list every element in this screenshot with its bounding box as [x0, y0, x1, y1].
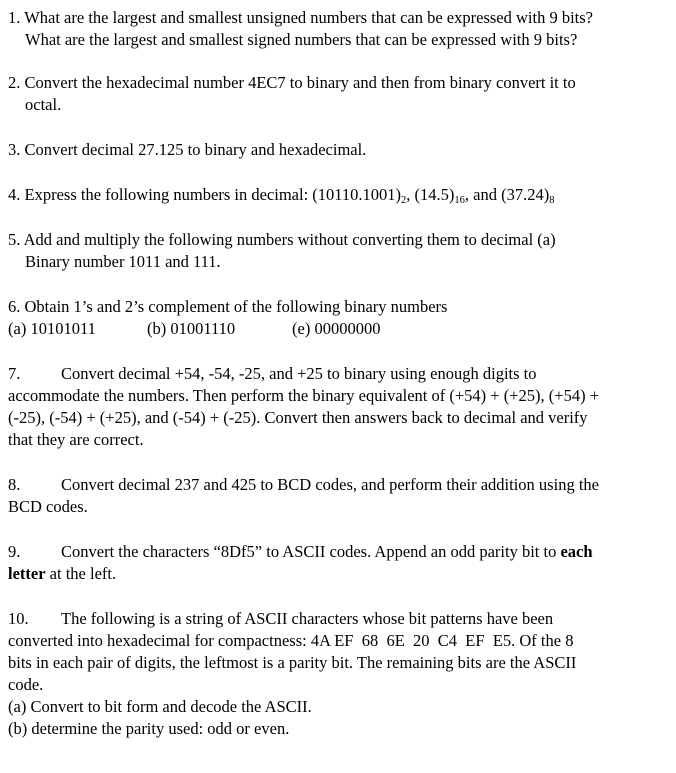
question-10-line-2: converted into hexadecimal for compactness: 4A EF 68 6E 20 C4 EF E5. Of the 8 — [8, 631, 574, 650]
question-10-number: 10. — [8, 609, 29, 628]
question-9-line-2 — [8, 563, 116, 585]
question-9-number: 9. — [8, 542, 21, 561]
question-10-line-4: code. — [8, 675, 44, 694]
question-10-part-b: (b) determine the parity used: odd or even. — [8, 719, 290, 738]
question-3-line-1: 3. Convert decimal 27.125 to binary and hexadecimal. — [8, 140, 367, 159]
question-7-number: 7. — [8, 364, 21, 383]
question-6-line-1: 6. Obtain 1’s and 2’s complement of the following binary numbers — [8, 297, 448, 316]
question-4-line-1 — [8, 184, 554, 206]
base-16-subscript: 16 — [454, 195, 465, 206]
question-9-text-tail: at the left. — [45, 564, 117, 583]
question-6-option-c: (e) 00000000 — [292, 319, 381, 338]
question-1-line-2: What are the largest and smallest signed numbers that can be expressed with 9 bits? — [25, 30, 578, 49]
question-8-line-2: BCD codes. — [8, 497, 88, 516]
question-5-line-2: Binary number 1011 and 111. — [25, 252, 221, 271]
question-8-line-1: Convert decimal 237 and 425 to BCD codes, and perform their addition using the — [61, 475, 599, 494]
base-2-subscript: 2 — [401, 195, 407, 206]
question-9-text: Convert the characters “8Df5” to ASCII codes. Append an odd parity bit to — [61, 542, 561, 561]
base-8-subscript: 8 — [549, 195, 555, 206]
question-7-line-1: Convert decimal +54, -54, -25, and +25 to binary using enough digits to — [61, 364, 537, 383]
question-6-option-b: (b) 01001110 — [147, 319, 236, 338]
question-10-line-3: bits in each pair of digits, the leftmost is a parity bit. The remaining bits are the ASCII — [8, 653, 577, 672]
question-7-line-4: that they are correct. — [8, 430, 144, 449]
question-8-number: 8. — [8, 475, 21, 494]
question-9-bold-each: each — [560, 542, 593, 561]
question-10-line-1: The following is a string of ASCII characters whose bit patterns have been — [61, 609, 554, 628]
question-7-line-3: (-25), (-54) + (+25), and (-54) + (-25). Convert then answers back to decimal and verify — [8, 408, 588, 427]
question-7-line-2: accommodate the numbers. Then perform the binary equivalent of (+54) + (+25), (+54) + — [8, 386, 599, 405]
question-10-part-a: (a) Convert to bit form and decode the ASCII. — [8, 697, 312, 716]
question-5-line-1: 5. Add and multiply the following numbers without converting them to decimal (a) — [8, 230, 556, 249]
question-9-bold-letter: letter — [8, 564, 46, 583]
question-4-text-a: 4. Express the following numbers in decimal: (10110.1001) — [8, 185, 402, 204]
question-6-option-a: (a) 10101011 — [8, 319, 96, 338]
question-2-line-2: octal. — [25, 95, 62, 114]
question-4-text-c: , and (37.24) — [464, 185, 550, 204]
question-2-line-1: 2. Convert the hexadecimal number 4EC7 to binary and then from binary convert it to — [8, 73, 576, 92]
question-1-line-1: 1. What are the largest and smallest unsigned numbers that can be expressed with 9 bits? — [8, 8, 593, 27]
question-9-line-1 — [61, 541, 593, 563]
question-4-text-b: , (14.5) — [406, 185, 455, 204]
